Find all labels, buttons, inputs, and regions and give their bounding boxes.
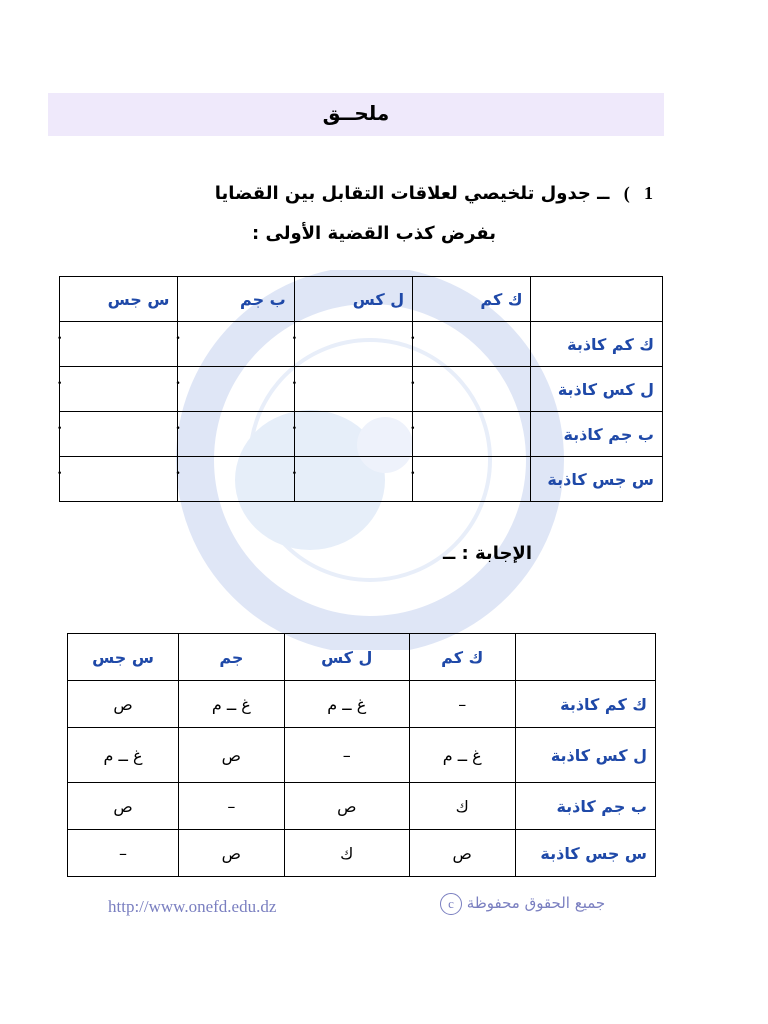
footer-rights bbox=[434, 893, 605, 915]
table-cell bbox=[60, 457, 178, 502]
table-header-cell: ب جم bbox=[178, 277, 294, 322]
table-row bbox=[68, 681, 656, 728]
table-cell bbox=[413, 367, 531, 412]
table-cell bbox=[413, 457, 531, 502]
table-cell bbox=[294, 367, 412, 412]
section-heading-text: ــ جدول تلخيصي لعلاقات التقابل بين القضايا bbox=[214, 183, 610, 204]
row-label: ك كم كاذبة bbox=[515, 681, 655, 728]
table-cell: ص bbox=[284, 783, 409, 830]
row-label: ل كس كاذبة bbox=[515, 728, 655, 783]
table-cell: ص bbox=[409, 830, 515, 877]
table-cell: – bbox=[409, 681, 515, 728]
table-cell: – bbox=[68, 830, 179, 877]
table-header-cell: س جس bbox=[60, 277, 178, 322]
table-header-cell: جم bbox=[179, 634, 285, 681]
table-cell bbox=[60, 322, 178, 367]
table-cell: ص bbox=[68, 783, 179, 830]
table-cell bbox=[294, 322, 412, 367]
row-label: ل كس كاذبة bbox=[531, 367, 663, 412]
answer-label: الإجابة : ــ bbox=[442, 543, 532, 564]
table-row bbox=[60, 457, 663, 502]
table-cell: ص bbox=[68, 681, 179, 728]
table-cell: ص bbox=[179, 830, 285, 877]
table-header-row bbox=[60, 277, 663, 322]
table-cell bbox=[413, 412, 531, 457]
table-cell bbox=[60, 367, 178, 412]
table-row bbox=[68, 830, 656, 877]
table-cell bbox=[178, 322, 294, 367]
footer-rights-text: جميع الحقوق محفوظة bbox=[466, 894, 606, 912]
table-row bbox=[68, 783, 656, 830]
row-label: س جس كاذبة bbox=[515, 830, 655, 877]
table-cell bbox=[178, 457, 294, 502]
table-row bbox=[60, 322, 663, 367]
table-row bbox=[60, 412, 663, 457]
table-cell: – bbox=[284, 728, 409, 783]
table-header-cell: ل كس bbox=[294, 277, 412, 322]
table-cell bbox=[60, 412, 178, 457]
table-cell: ك bbox=[409, 783, 515, 830]
summary-table-empty bbox=[59, 276, 663, 502]
table-header-cell bbox=[515, 634, 655, 681]
section-heading bbox=[215, 183, 653, 204]
table-header-row bbox=[68, 634, 656, 681]
row-label: ب جم كاذبة bbox=[515, 783, 655, 830]
section-number: 1 bbox=[644, 183, 653, 203]
table-header-cell: ك كم bbox=[409, 634, 515, 681]
table-cell bbox=[294, 412, 412, 457]
table-row bbox=[68, 728, 656, 783]
section-subheading: بفرض كذب القضية الأولى : bbox=[252, 223, 496, 244]
table-header-cell: ك كم bbox=[413, 277, 531, 322]
table-cell bbox=[178, 412, 294, 457]
table-cell: غ ــ م bbox=[68, 728, 179, 783]
copyright-icon: c bbox=[440, 893, 462, 915]
row-label: س جس كاذبة bbox=[531, 457, 663, 502]
table-cell: غ ــ م bbox=[179, 681, 285, 728]
table-cell: غ ــ م bbox=[284, 681, 409, 728]
table-header-cell bbox=[531, 277, 663, 322]
title-band bbox=[48, 93, 664, 136]
section-paren: ) bbox=[623, 183, 630, 203]
row-label: ب جم كاذبة bbox=[531, 412, 663, 457]
table-cell: ص bbox=[179, 728, 285, 783]
row-label: ك كم كاذبة bbox=[531, 322, 663, 367]
table-cell bbox=[178, 367, 294, 412]
table-row bbox=[60, 367, 663, 412]
table-header-cell: ل كس bbox=[284, 634, 409, 681]
table-cell: غ ــ م bbox=[409, 728, 515, 783]
table-cell bbox=[413, 322, 531, 367]
table-cell bbox=[294, 457, 412, 502]
page-title: ملحــق bbox=[322, 101, 390, 125]
table-cell: ك bbox=[284, 830, 409, 877]
summary-table-answer bbox=[67, 633, 656, 877]
table-cell: – bbox=[179, 783, 285, 830]
footer-url: http://www.onefd.edu.dz bbox=[108, 897, 277, 916]
table-header-cell: س جس bbox=[68, 634, 179, 681]
